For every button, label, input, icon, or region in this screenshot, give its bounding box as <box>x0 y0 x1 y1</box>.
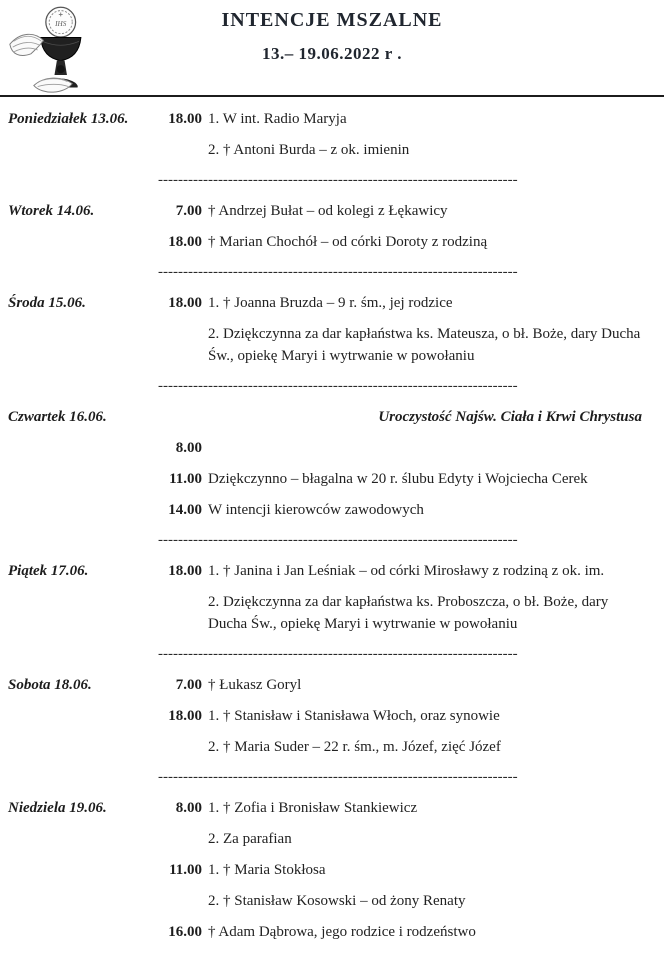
day-label: Wtorek 14.06. <box>8 203 95 219</box>
day-section <box>8 292 644 406</box>
mass-entry <box>158 437 644 459</box>
bulletin-header <box>0 0 664 97</box>
mass-time: 18.00 <box>168 563 202 579</box>
day-section <box>8 674 644 797</box>
mass-time: 14.00 <box>168 502 202 518</box>
mass-entry <box>158 323 644 367</box>
day-section <box>8 560 644 674</box>
mass-intention: † Marian Chochół – od córki Doroty z rodziną <box>208 234 488 250</box>
mass-intention: 1. † Zofia i Bronisław Stankiewicz <box>208 800 418 816</box>
mass-list <box>158 797 644 943</box>
mass-time: 8.00 <box>175 440 202 456</box>
mass-intention: Dziękczynno – błagalna w 20 r. ślubu Edyty i Wojciecha Cerek <box>208 471 588 487</box>
mass-list <box>158 560 644 635</box>
mass-intention <box>202 437 644 459</box>
mass-entry <box>158 591 644 635</box>
day-body <box>158 292 644 406</box>
day-label: Piątek 17.06. <box>8 563 89 579</box>
day-label: Czwartek 16.06. <box>8 409 107 425</box>
mass-entry <box>158 560 644 582</box>
mass-intention: 2. Dziękczynna za dar kapłaństwa ks. Proboszcza, o bł. Boże, dary Ducha Św., opiekę Maryi i wytrwanie w powołaniu <box>208 594 609 632</box>
day-body <box>158 674 644 797</box>
page-title: INTENCJE MSZALNE <box>221 9 443 31</box>
mass-entry <box>158 859 644 881</box>
day-section <box>8 797 644 952</box>
day-feast-note: Uroczystość Najśw. Ciała i Krwi Chrystusa <box>378 409 642 425</box>
separator-dashes: ------------------------------------------------------------------------ <box>158 172 518 188</box>
mass-list <box>158 108 644 161</box>
mass-entry <box>158 828 644 850</box>
mass-list <box>158 674 644 758</box>
mass-list <box>158 437 644 521</box>
mass-time <box>158 890 202 912</box>
day-body <box>158 560 644 674</box>
mass-time: 16.00 <box>168 924 202 940</box>
svg-text:IHS: IHS <box>55 20 67 29</box>
day-section <box>8 200 644 292</box>
separator-dashes: ------------------------------------------------------------------------ <box>158 378 518 394</box>
mass-intention: † Adam Dąbrowa, jego rodzice i rodzeństwo <box>208 924 476 940</box>
mass-entry <box>158 890 644 912</box>
schedule <box>0 97 664 952</box>
chalice-host-illustration-icon <box>6 2 102 98</box>
mass-time: 7.00 <box>175 203 202 219</box>
mass-time: 18.00 <box>168 295 202 311</box>
mass-intention: 1. † Stanisław i Stanisława Włoch, oraz synowie <box>208 708 500 724</box>
separator-dashes: ------------------------------------------------------------------------ <box>158 769 518 785</box>
day-body <box>158 108 644 200</box>
mass-entry <box>158 139 644 161</box>
day-body <box>158 406 644 560</box>
mass-time: 7.00 <box>175 677 202 693</box>
mass-intention: † Łukasz Goryl <box>208 677 302 693</box>
mass-entry <box>158 200 644 222</box>
date-range: 13.– 19.06.2022 r . <box>262 44 402 63</box>
day-body <box>158 797 644 952</box>
mass-time: 18.00 <box>168 111 202 127</box>
mass-list <box>158 200 644 253</box>
mass-time: 11.00 <box>169 471 202 487</box>
mass-entry <box>158 468 644 490</box>
mass-entry <box>158 292 644 314</box>
mass-entry <box>158 736 644 758</box>
mass-intention: 1. W int. Radio Maryja <box>208 111 347 127</box>
separator-dashes: ------------------------------------------------------------------------ <box>158 646 518 662</box>
mass-intention: 2. Dziękczynna za dar kapłaństwa ks. Mateusza, o bł. Boże, dary Ducha Św., opiekę Maryi i wytrwanie w powołaniu <box>208 326 641 364</box>
mass-time <box>158 323 202 367</box>
mass-time: 8.00 <box>175 800 202 816</box>
mass-intention: 1. † Janina i Jan Leśniak – od córki Mirosławy z rodziną z ok. im. <box>208 563 605 579</box>
mass-time <box>158 736 202 758</box>
day-label: Niedziela 19.06. <box>8 800 107 816</box>
day-body <box>158 200 644 292</box>
mass-list <box>158 292 644 367</box>
mass-time <box>158 828 202 850</box>
separator-dashes: ------------------------------------------------------------------------ <box>158 532 518 548</box>
mass-entry <box>158 499 644 521</box>
mass-intention: 2. † Stanisław Kosowski – od żony Renaty <box>208 893 466 909</box>
mass-time: 11.00 <box>169 862 202 878</box>
mass-intention: 2. † Maria Suder – 22 r. śm., m. Józef, zięć Józef <box>208 739 501 755</box>
mass-time <box>158 139 202 161</box>
separator-dashes: ------------------------------------------------------------------------ <box>158 264 518 280</box>
day-label: Sobota 18.06. <box>8 677 92 693</box>
day-section <box>8 406 644 560</box>
mass-time <box>158 591 202 635</box>
mass-intention: 2. Za parafian <box>208 831 292 847</box>
mass-time: 18.00 <box>168 234 202 250</box>
mass-entry <box>158 921 644 943</box>
mass-time: 18.00 <box>168 708 202 724</box>
day-label: Środa 15.06. <box>8 295 86 311</box>
mass-entry <box>158 674 644 696</box>
day-section <box>8 108 644 200</box>
day-label: Poniedziałek 13.06. <box>8 111 129 127</box>
mass-intention: 1. † Maria Stokłosa <box>208 862 326 878</box>
mass-intention: 1. † Joanna Bruzda – 9 r. śm., jej rodzice <box>208 295 453 311</box>
mass-intention: † Andrzej Bułat – od kolegi z Łękawicy <box>208 203 448 219</box>
mass-intention: 2. † Antoni Burda – z ok. imienin <box>208 142 410 158</box>
mass-entry <box>158 231 644 253</box>
mass-intention: W intencji kierowców zawodowych <box>208 502 424 518</box>
mass-entry <box>158 108 644 130</box>
mass-entry <box>158 705 644 727</box>
mass-entry <box>158 797 644 819</box>
